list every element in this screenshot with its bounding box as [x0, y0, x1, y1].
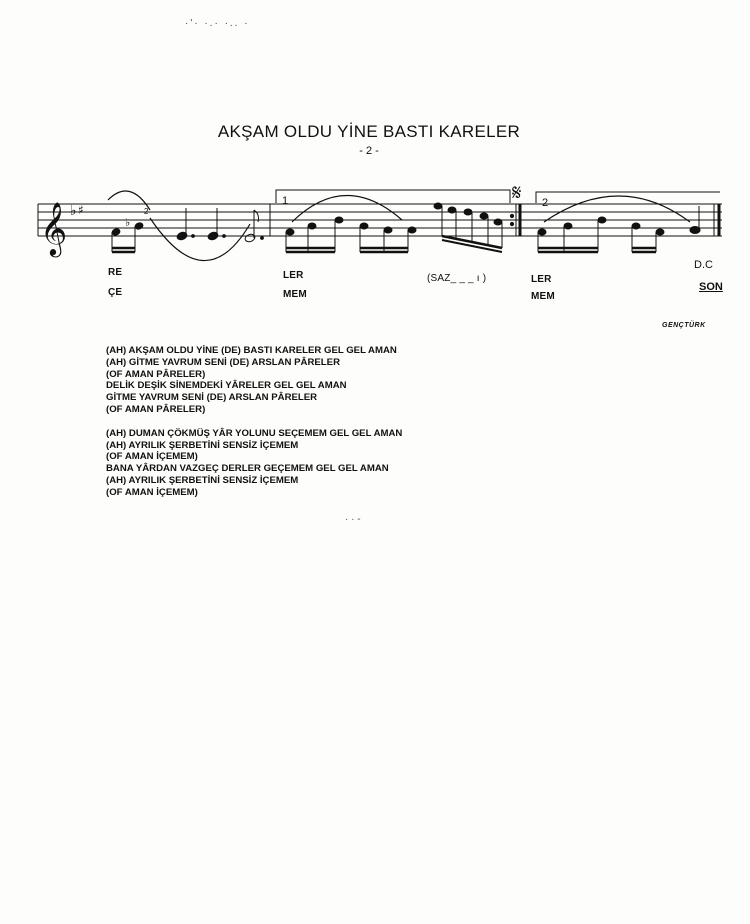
ending-1-bracket	[276, 190, 510, 203]
verse-line: (AH) AYRILIK ŞERBETİNİ SENSİZ İÇEMEM	[106, 474, 299, 486]
lyric-ler-1: LER	[283, 270, 304, 281]
verse-line: (OF AMAN İÇEMEM)	[106, 451, 198, 463]
dotted-notes	[176, 208, 263, 243]
verse-line: BANA YÂRDAN VAZGEÇ DERLER GEÇEMEM GEL GEL AMAN	[106, 463, 389, 475]
slur-3	[292, 195, 402, 222]
segno-icon: 𝄋	[512, 181, 522, 206]
lyric-mem-2: MEM	[531, 291, 555, 302]
lyric-saz: (SAZ_ _ _ ı )	[427, 273, 487, 284]
flat-icon: ♭	[70, 203, 77, 219]
ending-1-label: 1	[282, 195, 289, 207]
staff-lines	[38, 204, 722, 236]
song-title: AKŞAM OLDU YİNE BASTI KARELER	[217, 122, 521, 141]
verse-line: DELİK DEŞİK SİNEMDEKİ YÂRELER GEL GEL AMAN	[106, 380, 347, 392]
verse-line: (AH) DUMAN ÇÖKMÜŞ YÂR YOLUNU SEÇEMEM GEL GEL AMAN	[106, 427, 403, 439]
svg-text:2: 2	[144, 207, 149, 216]
slur-4	[544, 196, 690, 222]
ending-2-bracket	[536, 192, 720, 203]
signature: GENÇTÜRK	[662, 322, 706, 329]
dc-marking: D.C	[694, 259, 713, 271]
note-group-2	[286, 217, 416, 252]
lyric-ce: ÇE	[108, 287, 123, 298]
page-number: - 2 -	[359, 145, 379, 157]
stanza-1	[106, 345, 402, 416]
verse-line: (AH) AYRILIK ŞERBETİNİ SENSİZ İÇEMEM	[106, 439, 299, 451]
lyric-mem-1: MEM	[283, 289, 307, 300]
lyrics-block	[106, 345, 402, 511]
lyric-re: RE	[108, 267, 123, 278]
scan-specks: ·'· ·.· ·.. ·	[185, 18, 250, 29]
verse-line: (OF AMAN PÂRELER)	[106, 403, 206, 415]
verse-line: (OF AMAN PÂRELER)	[106, 368, 206, 380]
verse-line: (AH) GİTME YAVRUM SENİ (DE) ARSLAN PÂRELER	[106, 356, 340, 368]
scan-mark: · · -	[345, 514, 361, 525]
stanza-2	[106, 428, 402, 499]
verse-line: GİTME YAVRUM SENİ (DE) ARSLAN PÂRELER	[106, 392, 318, 404]
lyric-ler-2: LER	[531, 274, 552, 285]
verse-line: (AH) AKŞAM OLDU YİNE (DE) BASTI KARELER GEL GEL AMAN	[106, 345, 397, 356]
treble-clef-icon: 𝄞	[40, 201, 68, 255]
svg-text:♭: ♭	[125, 216, 131, 229]
note-group-1	[111, 207, 149, 252]
slur-2	[150, 218, 250, 261]
verse-line: (OF AMAN İÇEMEM)	[106, 486, 198, 498]
son-marking: SON	[699, 281, 723, 293]
sharp-icon: ♯	[78, 203, 84, 217]
ending-2-label: 2	[542, 197, 549, 209]
